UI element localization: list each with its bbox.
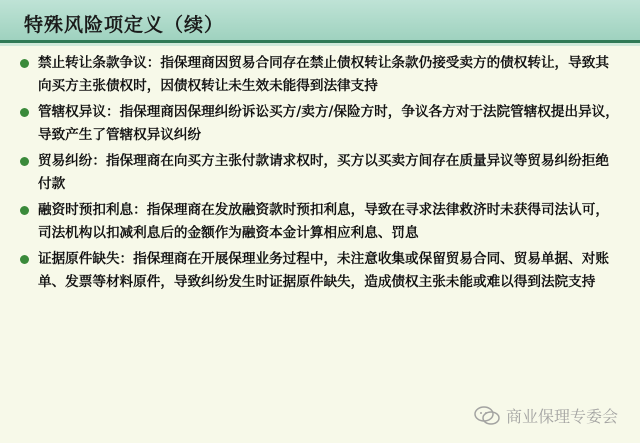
item-term: 管辖权异议： <box>38 104 120 120</box>
item-description: 指保理商在开展保理业务过程中，未注意收集或保留贸易合同、贸易单据、对账单、发票等材料原件，导致纠纷发生时证据原件缺失，造成债权主张未能或难以得到法院支持 <box>38 251 609 290</box>
list-item <box>20 248 620 293</box>
bullet-icon <box>20 108 29 117</box>
wechat-icon <box>474 406 500 426</box>
item-term: 贸易纠纷： <box>38 153 106 169</box>
list-item <box>20 101 620 146</box>
item-term: 禁止转让条款争议： <box>38 55 161 71</box>
list-item <box>20 150 620 195</box>
item-description: 指保理商在发放融资款时预扣利息，导致在寻求法律救济时未获得司法认可，司法机构以扣减利息后的金额作为融资本金计算相应利息、罚息 <box>38 202 609 241</box>
item-description: 指保理商因保理纠纷诉讼买方/卖方/保险方时，争议各方对于法院管辖权提出异议，导致产生了管辖权异议纠纷 <box>38 104 619 143</box>
item-description: 指保理商在向买方主张付款请求权时，买方以买卖方间存在质量异议等贸易纠纷拒绝付款 <box>38 153 609 192</box>
page-title: 特殊风险项定义（续） <box>24 14 225 36</box>
watermark-text: 商业保理专委会 <box>505 407 618 426</box>
bullet-icon <box>20 206 29 215</box>
bullet-icon <box>20 157 29 166</box>
list-item <box>20 52 620 97</box>
item-term: 融资时预扣利息： <box>38 202 147 218</box>
bullet-icon <box>20 59 29 68</box>
bullet-icon <box>20 255 29 264</box>
definition-list <box>20 52 620 297</box>
item-term: 证据原件缺失： <box>38 251 134 267</box>
item-description: 指保理商因贸易合同存在禁止债权转让条款仍接受卖方的债权转让，导致其向买方主张债权时，因债权转让未生效未能得到法律支持 <box>38 55 609 94</box>
watermark <box>474 404 618 427</box>
list-item <box>20 199 620 244</box>
title-divider-light <box>0 43 640 46</box>
